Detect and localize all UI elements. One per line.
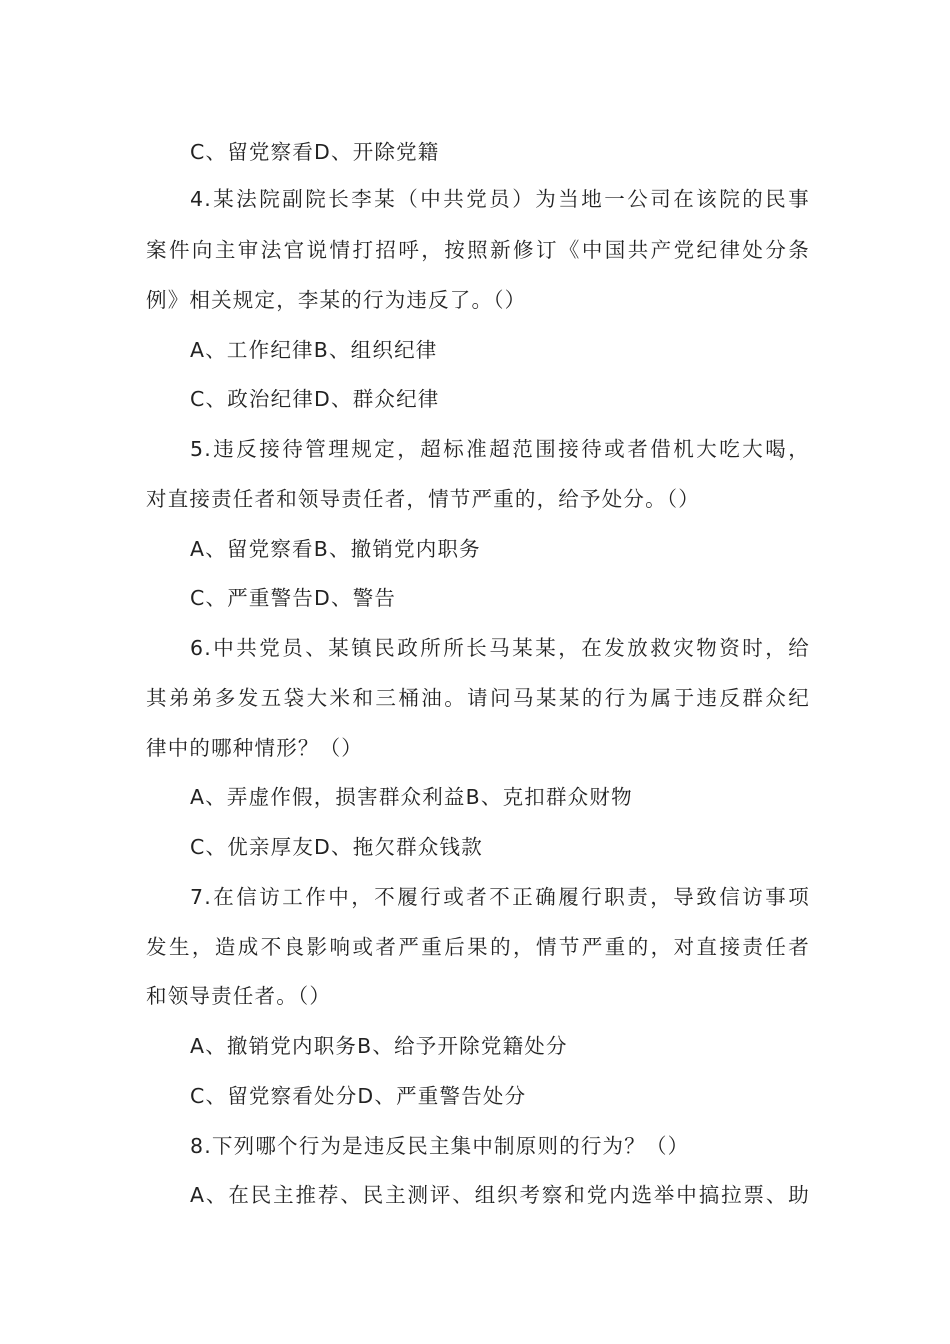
q7-option-ab: A、撤销党内职务B、给予开除党籍处分 bbox=[190, 1034, 568, 1058]
q7-question-line-3: 和领导责任者。（） bbox=[146, 984, 332, 1008]
q6-question-line-1: 6.中共党员、某镇民政所所长马某某，在发放救灾物资时，给 bbox=[190, 636, 810, 660]
q5-question-line-1: 5.违反接待管理规定，超标准超范围接待或者借机大吃大喝， bbox=[190, 437, 810, 461]
q5-option-ab: A、留党察看B、撤销党内职务 bbox=[190, 537, 481, 561]
q6-option-cd: C、优亲厚友D、拖欠群众钱款 bbox=[190, 835, 483, 859]
q5-option-cd: C、严重警告D、警告 bbox=[190, 586, 397, 610]
q4-option-cd: C、政治纪律D、群众纪律 bbox=[190, 387, 440, 411]
q7-option-cd: C、留党察看处分D、严重警告处分 bbox=[190, 1084, 527, 1108]
q8-question-line-1: 8.下列哪个行为是违反民主集中制原则的行为？（） bbox=[190, 1134, 690, 1158]
q6-question-line-2: 其弟弟多发五袋大米和三桶油。请问马某某的行为属于违反群众纪 bbox=[146, 686, 810, 710]
q6-question-line-3: 律中的哪种情形？（） bbox=[146, 736, 363, 760]
q4-question-line-1: 4.某法院副院长李某（中共党员）为当地一公司在该院的民事 bbox=[190, 187, 810, 211]
q5-question-line-2: 对直接责任者和领导责任者，情节严重的，给予处分。（） bbox=[146, 487, 700, 511]
q4-question-line-3: 例》相关规定，李某的行为违反了。（） bbox=[146, 288, 527, 312]
q7-question-line-1: 7.在信访工作中，不履行或者不正确履行职责，导致信访事项 bbox=[190, 885, 810, 909]
q7-question-line-2: 发生，造成不良影响或者严重后果的，情节严重的，对直接责任者 bbox=[146, 935, 810, 959]
q3-option-cd: C、留党察看D、开除党籍 bbox=[190, 140, 440, 164]
q6-option-ab: A、弄虚作假，损害群众利益B、克扣群众财物 bbox=[190, 785, 633, 809]
q4-question-line-2: 案件向主审法官说情打招呼，按照新修订《中国共产党纪律处分条 bbox=[146, 238, 810, 262]
q4-option-ab: A、工作纪律B、组织纪律 bbox=[190, 338, 438, 362]
q8-option-a-line-1: A、在民主推荐、民主测评、组织考察和党内选举中搞拉票、助 bbox=[190, 1183, 810, 1207]
